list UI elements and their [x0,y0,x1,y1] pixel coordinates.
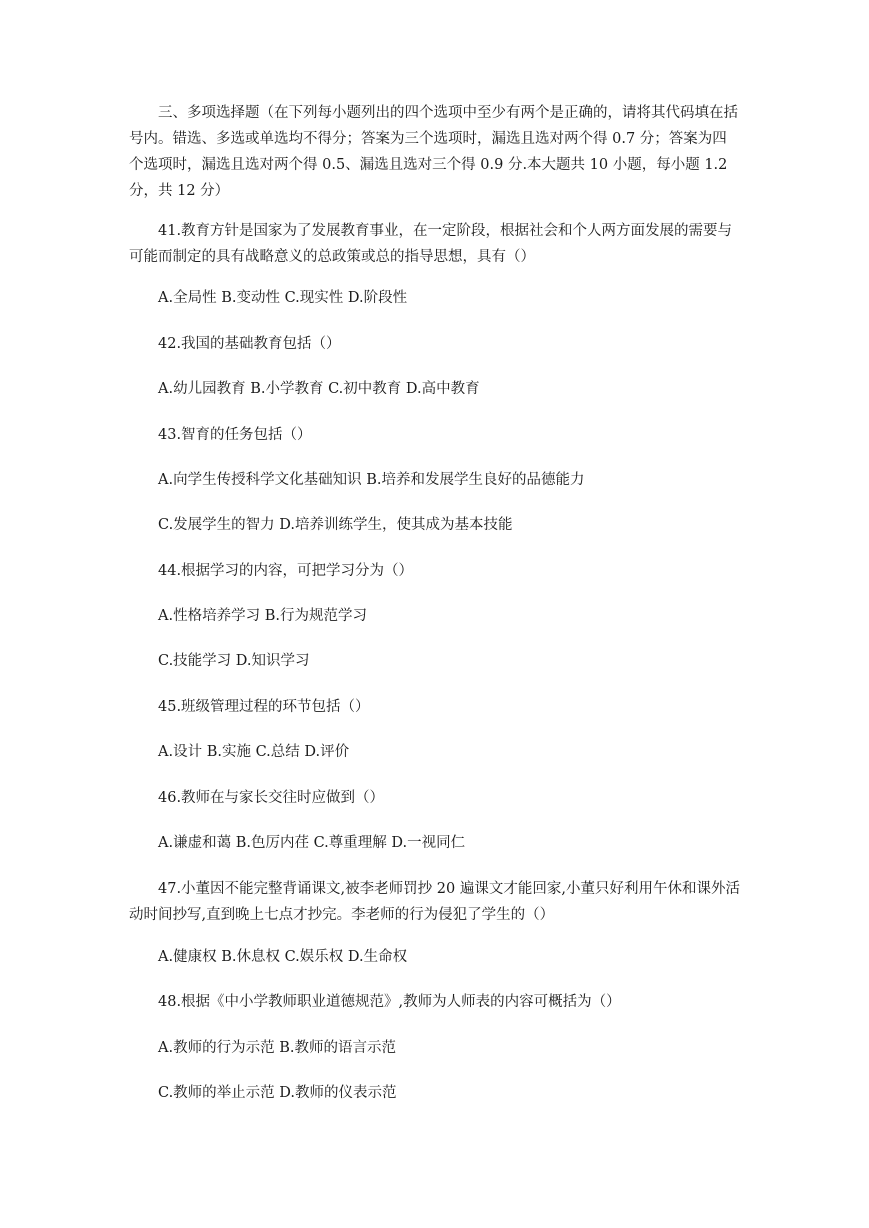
question-41-options: A.全局性 B.变动性 C.现实性 D.阶段性 [158,290,408,306]
section-heading: 三、多项选择题（在下列每小题列出的四个选项中至少有两个是正确的，请将其代码填在括号内。错选、多选或单选均不得分；答案为三个选项时，漏选且选对两个得 0.7 分；答案为四个选项时，漏选且选对两个得 0.5、漏选且选对三个得 0.9 分.本大题共 10 小题，每小题 1.2 分，共 12 分） [129,105,738,199]
question-46-options: A.谦虚和蔼 B.色厉内荏 C.尊重理解 D.一视同仁 [158,835,466,851]
question-45-options: A.设计 B.实施 C.总结 D.评价 [158,744,350,760]
question-44-options-line-2: C.技能学习 D.知识学习 [158,653,310,669]
question-43-options-line-1: A.向学生传授科学文化基础知识 B.培养和发展学生良好的品德能力 [158,472,585,488]
question-42-stem: 42.我国的基础教育包括（） [158,336,341,352]
question-48-options-line-1: A.教师的行为示范 B.教师的语言示范 [158,1040,396,1056]
question-48-stem: 48.根据《中小学教师职业道德规范》,教师为人师表的内容可概括为（） [158,994,621,1010]
question-41-stem: 41.教育方针是国家为了发展教育事业，在一定阶段，根据社会和个人两方面发展的需要与可能而制定的具有战略意义的总政策或总的指导思想，具有（） [129,223,733,265]
question-43-options-line-2: C.发展学生的智力 D.培养训练学生，使其成为基本技能 [158,517,513,533]
question-44-stem: 44.根据学习的内容，可把学习分为（） [158,563,414,579]
question-45-stem: 45.班级管理过程的环节包括（） [158,699,370,715]
question-42-options: A.幼儿园教育 B.小学教育 C.初中教育 D.高中教育 [158,381,480,397]
question-47-stem: 47.小董因不能完整背诵课文,被李老师罚抄 20 遍课文才能回家,小董只好利用午休和课外活动时间抄写,直到晚上七点才抄完。李老师的行为侵犯了学生的（） [129,881,740,923]
question-47-options: A.健康权 B.休息权 C.娱乐权 D.生命权 [158,949,408,965]
question-48-options-line-2: C.教师的举止示范 D.教师的仪表示范 [158,1085,397,1101]
question-46-stem: 46.教师在与家长交往时应做到（） [158,790,385,806]
question-43-stem: 43.智育的任务包括（） [158,427,312,443]
question-44-options-line-1: A.性格培养学习 B.行为规范学习 [158,608,367,624]
